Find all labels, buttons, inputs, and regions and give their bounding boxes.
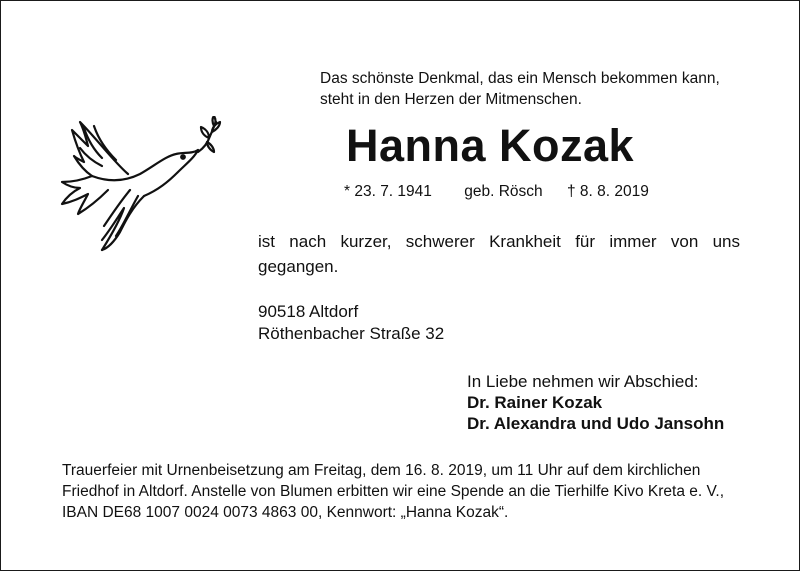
address-block [258,301,444,345]
death-date: † 8. 8. 2019 [566,183,649,200]
mourner-name: Dr. Rainer Kozak [467,393,603,412]
dove-with-olive-branch-icon [58,116,223,256]
birth-date: * 23. 7. 1941 [344,183,432,200]
funeral-details [62,460,740,523]
funeral-line: Friedhof in Altdorf. Anstelle von Blumen erbitten wir eine Spende an die Tierhilfe Kivo Kreta e. V., [62,483,725,500]
life-dates [344,183,649,201]
motto-line: Das schönste Denkmal, das ein Mensch bekommen kann, [320,70,720,87]
address-city: 90518 Altdorf [258,302,359,321]
deceased-name: Hanna Kozak [346,120,635,171]
motto-quote [320,68,720,110]
mourners-block [467,371,724,434]
address-street: Röthenbacher Straße 32 [258,324,445,343]
maiden-name: geb. Rösch [464,183,543,200]
announcement-text: ist nach kurzer, schwerer Krankheit für immer von uns gegangen. [258,232,740,276]
mourners-intro: In Liebe nehmen wir Abschied: [467,372,699,391]
funeral-line: IBAN DE68 1007 0024 0073 4863 00, Kennwort: „Hanna Kozak“. [62,504,509,521]
mourner-name: Dr. Alexandra und Udo Jansohn [467,414,725,433]
motto-line: steht in den Herzen der Mitmenschen. [320,91,582,108]
funeral-line: Trauerfeier mit Urnenbeisetzung am Freitag, dem 16. 8. 2019, um 11 Uhr auf dem kirchlichen [62,462,701,479]
